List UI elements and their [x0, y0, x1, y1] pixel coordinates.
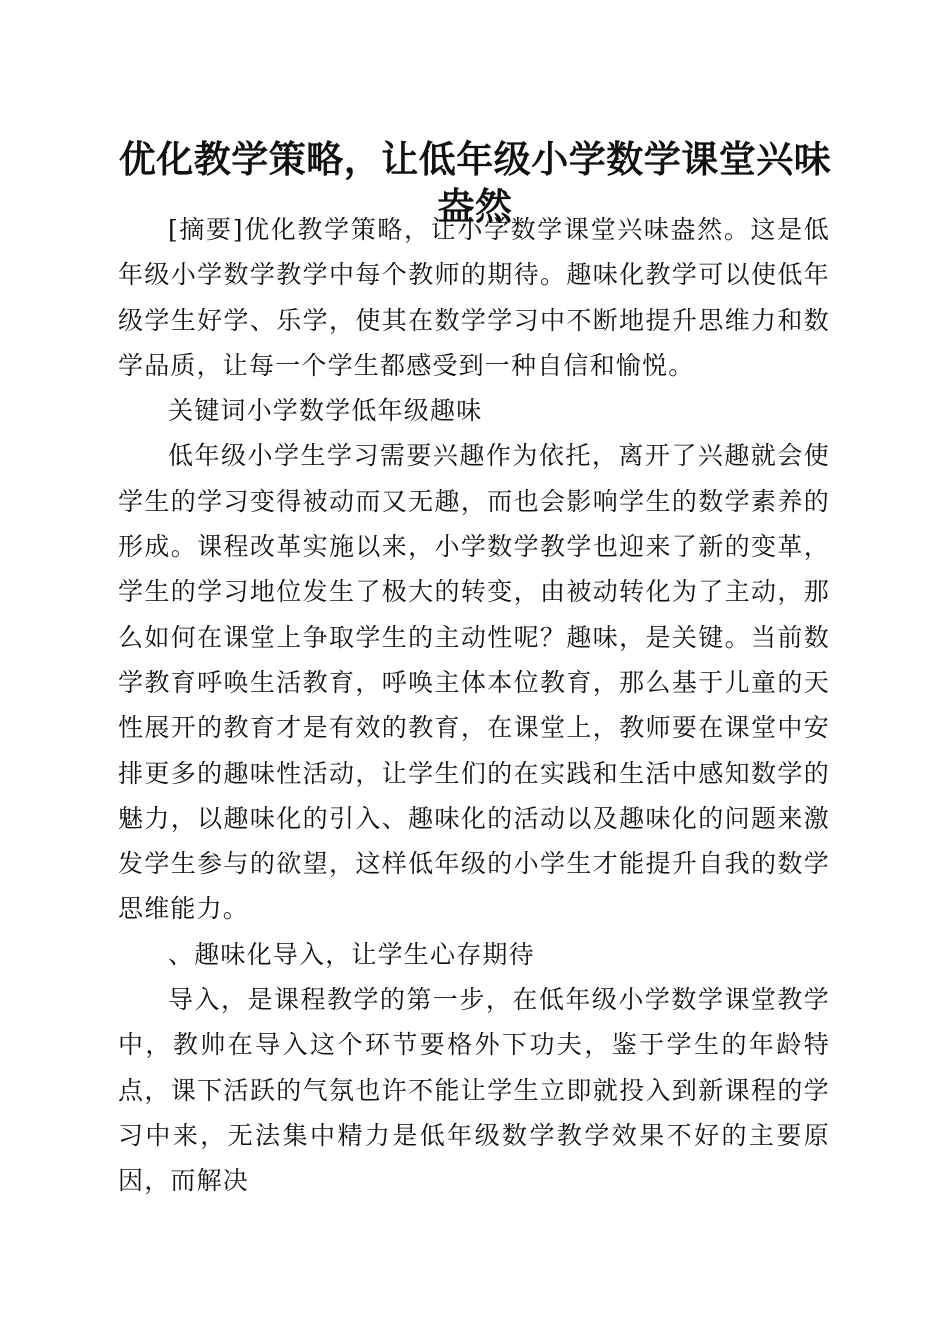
abstract-paragraph: [摘要]优化教学策略，让小学数学课堂兴味盎然。这是低年级小学数学教学中每个教师的期待。趣味化教学可以使低年级学生好学、乐学，使其在数学学习中不断地提升思维力和数学品质，让每一个学生都感受到一种自信和愉悦。	[118, 215, 830, 380]
keywords-paragraph: 关键词小学数学低年级趣味	[168, 396, 483, 426]
section-heading: 、趣味化导入，让学生心存期待	[168, 939, 535, 969]
document-title: 优化教学策略，让低年级小学数学课堂兴味盎然	[118, 137, 832, 228]
intro-paragraph: 低年级小学生学习需要兴趣作为依托，离开了兴趣就会使学生的学习变得被动而又无趣，而也会影响学生的数学素养的形成。课程改革实施以来，小学数学教学也迎来了新的变革，学生的学习地位发生了极大的转变，由被动转化为了主动，那么如何在课堂上争取学生的主动性呢？趣味，是关键。当前数学教育呼唤生活教育，呼唤主体本位教育，那么基于儿童的天性展开的教育才是有效的教育，在课堂上，教师要在课堂中安排更多的趣味性活动，让学生们的在实践和生活中感知数学的魅力，以趣味化的引入、趣味化的活动以及趣味化的问题来激发学生参与的欲望，这样低年级的小学生才能提升自我的数学思维能力。	[118, 441, 830, 924]
section-paragraph: 导入，是课程教学的第一步，在低年级小学数学课堂教学中，教帅在导入这个环节要格外下功夫，鉴于学生的年龄特点，课下活跃的气氛也许不能让学生立即就投入到新课程的学习中来，无法集中精力是低年级数学教学效果不好的主要原因，而解决	[118, 985, 830, 1196]
document-body	[118, 207, 830, 1204]
